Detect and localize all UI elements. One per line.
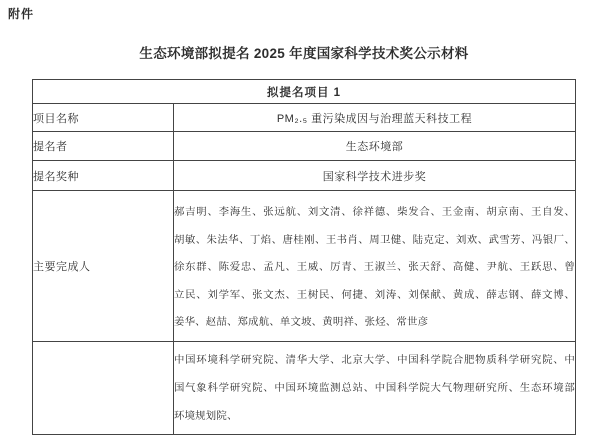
table-header-row [33,80,576,104]
main-completers-label: 主要完成人 [33,191,174,342]
institutions-line: 国气象科学研究院、中国环境监测总站、中国科学院大气物理研究所、生态环境部 [174,383,575,394]
row-award-type [33,161,576,191]
completers-line: 徐东群、陈爱忠、孟凡、王威、厉青、王淑兰、张天舒、高健、尹航、王跃思、曾 [174,262,575,274]
nominator-value: 生态环境部 [174,132,576,161]
nomination-table [32,79,576,435]
completers-line: 立民、刘学军、张文杰、王树民、何捷、刘涛、刘保献、黄成、薛志钢、薛文博、 [174,289,575,301]
project-name-label: 项目名称 [33,104,174,132]
completers-line: 姜华、赵喆、郑成航、单文坡、黄明祥、张烃、常世彦 [174,317,429,329]
completers-line: 郝吉明、李海生、张远航、刘文清、徐祥德、柴发合、王金南、胡京南、王自发、 [174,207,575,219]
institutions-line: 环境规划院、 [174,411,238,422]
attachment-label: 附件 [8,7,35,21]
completers-line: 胡敏、朱法华、丁焰、唐桂刚、王书肖、周卫健、陆克定、刘欢、武雪芳、冯银厂、 [174,234,575,246]
row-nominator [33,132,576,161]
page-title: 生态环境部拟提名 2025 年度国家科学技术奖公示材料 [139,46,469,61]
institutions-line: 中国环境科学研究院、清华大学、北京大学、中国科学院合肥物质科学研究院、中 [174,355,575,366]
main-institutions-label [33,342,174,435]
project-name-value: PM₂.₅ 重污染成因与治理蓝天科技工程 [174,104,576,132]
main-completers-value [174,191,576,342]
main-institutions-value [174,342,576,435]
nominator-label: 提名者 [33,132,174,161]
row-project-name [33,104,576,132]
award-type-value: 国家科学技术进步奖 [174,161,576,191]
row-main-institutions [33,342,576,435]
row-main-completers [33,191,576,342]
table-header-title: 拟提名项目 1 [33,80,576,104]
award-type-label: 提名奖种 [33,161,174,191]
